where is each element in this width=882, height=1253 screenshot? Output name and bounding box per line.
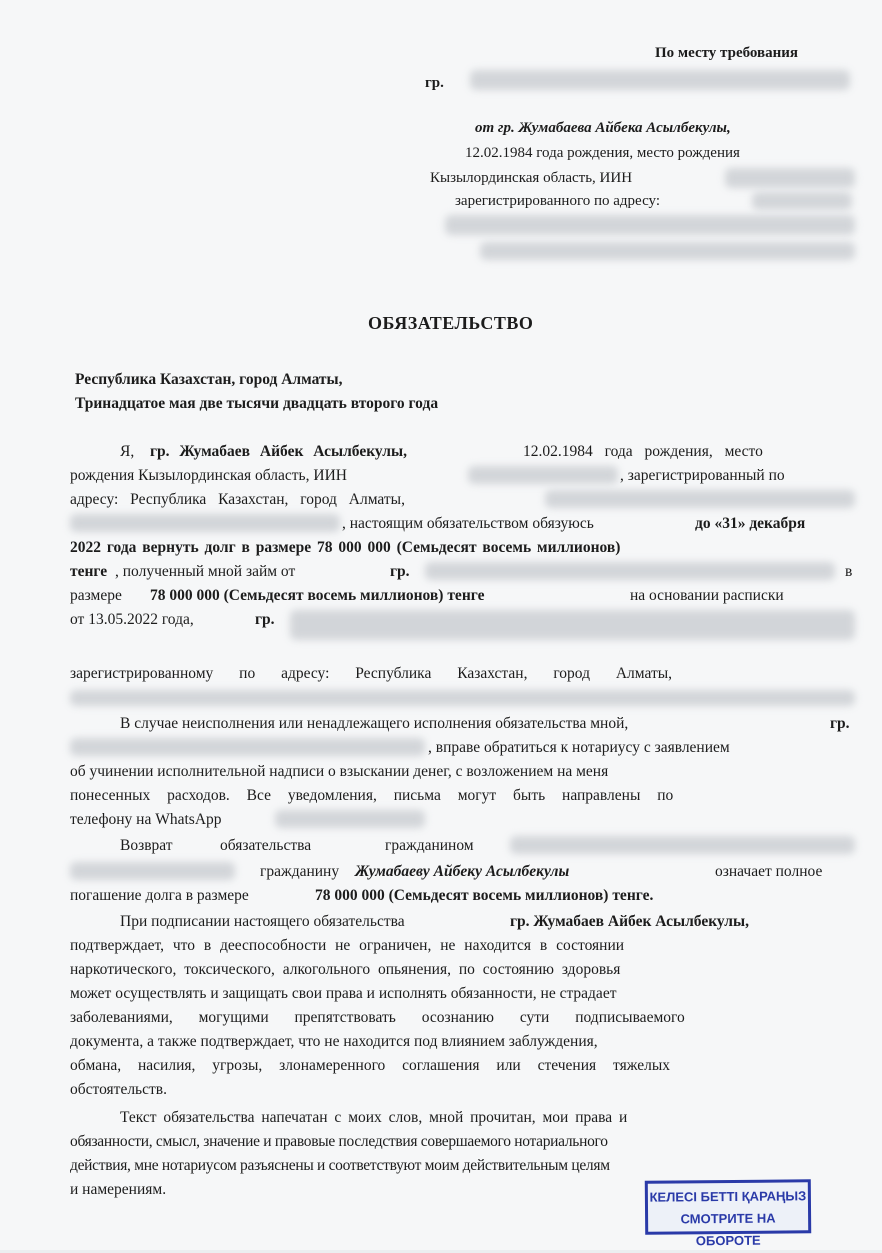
p1-l8a: от 13.05.2022 года,: [70, 611, 194, 628]
header-birth: 12.02.1984 года рождения, место рождения: [465, 145, 740, 161]
redacted-lender-address: [70, 690, 855, 706]
stamp-line-kazakh: КЕЛЕСІ БЕТТІ ҚАРАҢЫЗ: [649, 1188, 807, 1205]
p3-l1c: гражданином: [385, 837, 474, 854]
p1-l5: 2022 года вернуть долг в размере 78 000 000 (Семьдесят восемь миллионов): [70, 539, 621, 556]
document-title: ОБЯЗАТЕЛЬСТВО: [368, 313, 534, 333]
p1-l6c: гр.: [390, 563, 410, 580]
p1-l6b: , полученный мной займ от: [115, 563, 296, 580]
p3-l3b: 78 000 000 (Семьдесят восемь миллионов) тенге.: [315, 887, 654, 904]
header-region-iin: Кызылординская область, ИИН: [430, 170, 633, 186]
p3-l2c: означает полное: [715, 863, 823, 880]
p1-l1a: Я,: [120, 443, 135, 460]
redacted-iin-body: [468, 466, 618, 484]
header-addressee: По месту требования: [655, 45, 799, 61]
p1-l7b: 78 000 000 (Семьдесят восемь миллионов) тенге: [150, 587, 485, 604]
p2-l1a: В случае неисполнения или ненадлежащего исполнения обязательства мной,: [120, 715, 629, 732]
date-line: Тринадцатое мая две тысячи двадцать второго года: [75, 395, 439, 412]
redacted-recipient: [470, 70, 850, 90]
header-recipient-prefix: гр.: [425, 75, 444, 91]
p4-l3: наркотического, токсического, алкогольного опьянения, по состоянию здоровья: [70, 961, 621, 978]
redacted-lender-5: [70, 862, 235, 880]
p1-l6d: в: [845, 563, 853, 580]
p1-l6a: тенге: [70, 563, 108, 580]
redacted-address-body-2: [70, 514, 340, 532]
redacted-address-3: [480, 242, 855, 260]
see-reverse-stamp: [645, 1179, 811, 1249]
p5-l2: обязанности, смысл, значение и правовые последствия совершаемого нотариального: [70, 1133, 608, 1150]
p2-l1b: гр.: [830, 715, 850, 732]
p4-l7: обмана, насилия, угрозы, злонамеренного соглашения или стечения тяжелых: [70, 1057, 671, 1074]
p3-l3a: погашение долга в размере: [70, 887, 249, 904]
p2-l4: понесенных расходов. Все уведомления, письма могут быть направлены по: [70, 787, 674, 804]
redacted-phone: [275, 810, 425, 828]
redacted-lender-3: [70, 738, 425, 756]
p2-l2: , вправе обратиться к нотариусу с заявлением: [428, 739, 730, 756]
header-from: от гр. Жумабаева Айбека Асылбекулы,: [475, 120, 731, 136]
p1-l8b: гр.: [255, 611, 275, 628]
p1-l9: зарегистрированному по адресу: Республика Казахстан, город Алматы,: [70, 665, 673, 682]
p1-l4a: , настоящим обязательством обязуюсь: [342, 515, 594, 532]
redacted-address-1: [752, 192, 852, 210]
p3-l2a: гражданину: [260, 863, 340, 880]
header-registered: зарегистрированного по адресу:: [455, 193, 660, 209]
p3-l1a: Возврат: [120, 837, 173, 854]
redacted-address-2: [445, 215, 855, 235]
p1-l3: адресу: Республика Казахстан, город Алматы,: [70, 491, 405, 508]
stamp-line-russian: СМОТРИТЕ НА ОБОРОТЕ: [680, 1210, 776, 1249]
p4-l8: обстоятельств.: [70, 1081, 167, 1098]
p1-l1c: 12.02.1984 года рождения, место: [523, 443, 763, 460]
p4-l4: может осуществлять и защищать свои права и исполнять обязанности, не страдает: [70, 985, 617, 1002]
p1-l2a: рождения Кызылординская область, ИИН: [70, 467, 347, 484]
redacted-lender-2: [290, 610, 855, 640]
p5-l3: действия, мне нотариусом разъяснены и соответствуют моим действительным целям: [70, 1157, 610, 1174]
redacted-lender-4: [510, 836, 855, 854]
place-line: Республика Казахстан, город Алматы,: [75, 371, 343, 388]
p5-l4: и намерениям.: [70, 1181, 167, 1198]
p4-l1b: гр. Жумабаев Айбек Асылбекулы,: [510, 913, 749, 930]
p1-l4b: до «31» декабря: [695, 515, 806, 532]
p2-l5: телефону на WhatsApp: [70, 811, 222, 828]
redacted-iin: [725, 168, 855, 188]
p1-l1b: гр. Жумабаев Айбек Асылбекулы,: [150, 443, 407, 460]
p3-l2b: Жумабаеву Айбеку Асылбекулы: [355, 863, 570, 880]
p4-l2: подтверждает, что в дееспособности не ограничен, не находится в состоянии: [70, 937, 625, 954]
p1-l7a: размере: [70, 587, 122, 604]
p2-l3: об учинении исполнительной надписи о взыскании денег, с возложением на меня: [70, 763, 609, 780]
p4-l5: заболеваниями, могущими препятствовать осознанию сути подписываемого: [70, 1009, 685, 1026]
p4-l1a: При подписании настоящего обязательства: [120, 913, 405, 930]
p1-l7c: на основании расписки: [630, 587, 784, 604]
redacted-lender-1: [425, 562, 835, 580]
p1-l2b: , зарегистрированный по: [620, 467, 785, 484]
redacted-address-body-1: [545, 490, 855, 508]
p3-l1b: обязательства: [220, 837, 312, 854]
p4-l6: документа, а также подтверждает, что не находится под влиянием заблуждения,: [70, 1033, 598, 1050]
p5-l1: Текст обязательства напечатан с моих слов, мной прочитан, мои права и: [120, 1109, 628, 1126]
